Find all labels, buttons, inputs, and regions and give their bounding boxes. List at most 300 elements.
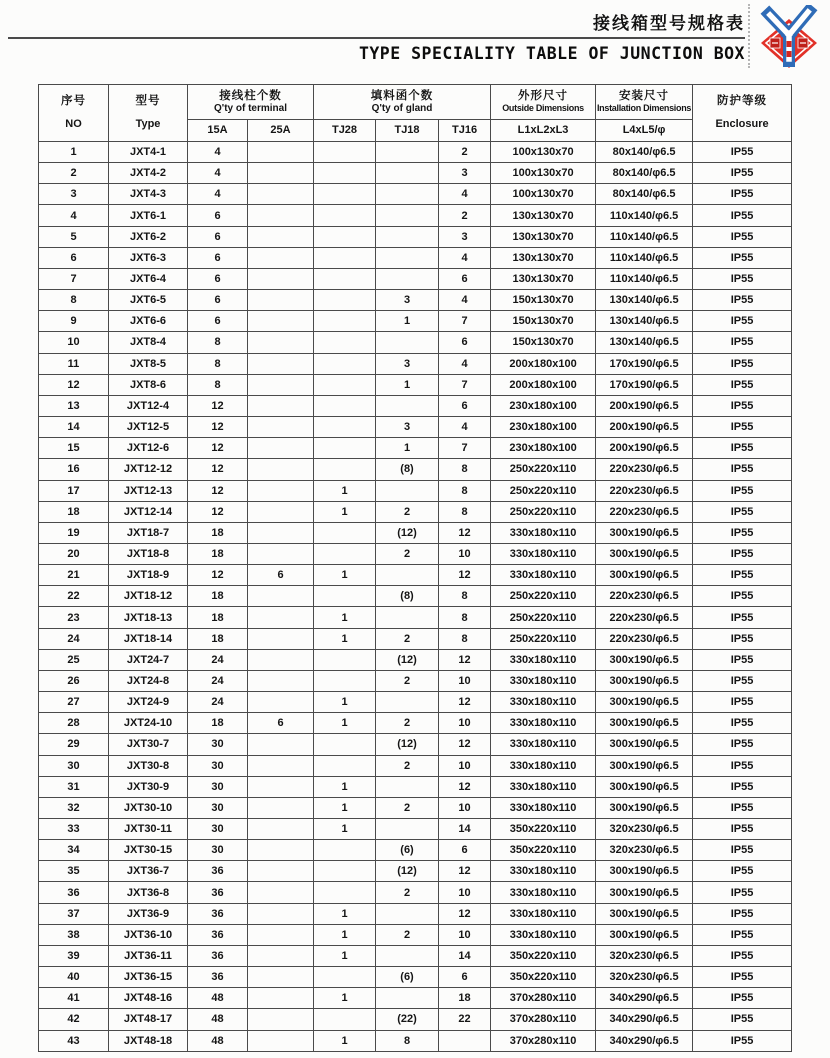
cell-outside-dimensions: 350x220x110 bbox=[491, 945, 596, 966]
cell-terminal-25a bbox=[248, 395, 314, 416]
cell-type: JXT36-15 bbox=[109, 967, 188, 988]
cell-terminal-25a bbox=[248, 1009, 314, 1030]
cell-no: 37 bbox=[39, 903, 109, 924]
table-row bbox=[39, 565, 792, 586]
cell-terminal-15a: 30 bbox=[188, 840, 248, 861]
cell-install-dimensions: 300x190/φ6.5 bbox=[596, 543, 693, 564]
cell-terminal-15a: 30 bbox=[188, 776, 248, 797]
cell-no: 15 bbox=[39, 438, 109, 459]
cell-enclosure-rating: IP55 bbox=[693, 543, 792, 564]
cell-gland-tj16: 4 bbox=[439, 184, 491, 205]
cell-enclosure-rating: IP55 bbox=[693, 586, 792, 607]
cell-terminal-25a bbox=[248, 142, 314, 163]
cell-install-dimensions: 320x230/φ6.5 bbox=[596, 840, 693, 861]
cell-gland-tj16: 8 bbox=[439, 501, 491, 522]
cell-outside-dimensions: 100x130x70 bbox=[491, 142, 596, 163]
cell-gland-tj28 bbox=[314, 882, 376, 903]
cell-outside-dimensions: 100x130x70 bbox=[491, 184, 596, 205]
cell-terminal-15a: 4 bbox=[188, 142, 248, 163]
table-row bbox=[39, 670, 792, 691]
cell-install-dimensions: 110x140/φ6.5 bbox=[596, 268, 693, 289]
table-row bbox=[39, 861, 792, 882]
cell-type: JXT48-18 bbox=[109, 1030, 188, 1051]
cell-terminal-15a: 24 bbox=[188, 649, 248, 670]
cell-gland-tj16: 4 bbox=[439, 353, 491, 374]
cell-gland-tj16: 10 bbox=[439, 755, 491, 776]
cell-no: 1 bbox=[39, 142, 109, 163]
cell-gland-tj18 bbox=[376, 903, 439, 924]
cell-gland-tj16: 10 bbox=[439, 713, 491, 734]
cell-terminal-25a bbox=[248, 290, 314, 311]
cell-enclosure-rating: IP55 bbox=[693, 501, 792, 522]
cell-gland-tj28: 1 bbox=[314, 776, 376, 797]
cell-type: JXT6-4 bbox=[109, 268, 188, 289]
cell-type: JXT6-5 bbox=[109, 290, 188, 311]
cell-type: JXT18-9 bbox=[109, 565, 188, 586]
cell-terminal-15a: 6 bbox=[188, 247, 248, 268]
table-row bbox=[39, 184, 792, 205]
cell-gland-tj18 bbox=[376, 184, 439, 205]
cell-gland-tj18 bbox=[376, 607, 439, 628]
cell-gland-tj16: 8 bbox=[439, 586, 491, 607]
brand-logo-icon bbox=[757, 5, 821, 71]
subcol-15a: 15A bbox=[188, 119, 248, 141]
cell-gland-tj16: 10 bbox=[439, 543, 491, 564]
cell-install-dimensions: 300x190/φ6.5 bbox=[596, 797, 693, 818]
table-row bbox=[39, 417, 792, 438]
cell-gland-tj28: 1 bbox=[314, 480, 376, 501]
table-row bbox=[39, 290, 792, 311]
cell-terminal-15a: 18 bbox=[188, 628, 248, 649]
col-type-zh: 型号 bbox=[135, 95, 161, 107]
cell-enclosure-rating: IP55 bbox=[693, 945, 792, 966]
table-row bbox=[39, 459, 792, 480]
cell-type: JXT24-9 bbox=[109, 692, 188, 713]
cell-enclosure-rating: IP55 bbox=[693, 417, 792, 438]
cell-gland-tj18: 1 bbox=[376, 311, 439, 332]
cell-terminal-15a: 18 bbox=[188, 607, 248, 628]
cell-no: 14 bbox=[39, 417, 109, 438]
cell-terminal-25a bbox=[248, 903, 314, 924]
cell-gland-tj28: 1 bbox=[314, 819, 376, 840]
cell-enclosure-rating: IP55 bbox=[693, 290, 792, 311]
cell-gland-tj18 bbox=[376, 142, 439, 163]
table-row bbox=[39, 353, 792, 374]
cell-gland-tj16: 8 bbox=[439, 628, 491, 649]
cell-terminal-15a: 6 bbox=[188, 311, 248, 332]
cell-outside-dimensions: 100x130x70 bbox=[491, 163, 596, 184]
table-row bbox=[39, 882, 792, 903]
cell-gland-tj28 bbox=[314, 226, 376, 247]
cell-enclosure-rating: IP55 bbox=[693, 607, 792, 628]
cell-no: 38 bbox=[39, 924, 109, 945]
gland-group-zh: 填料函个数 bbox=[370, 89, 434, 102]
cell-terminal-25a bbox=[248, 797, 314, 818]
cell-no: 24 bbox=[39, 628, 109, 649]
cell-outside-dimensions: 150x130x70 bbox=[491, 290, 596, 311]
cell-terminal-15a: 24 bbox=[188, 692, 248, 713]
enclosure-zh: 防护等级 bbox=[717, 95, 768, 107]
cell-enclosure-rating: IP55 bbox=[693, 374, 792, 395]
cell-terminal-15a: 12 bbox=[188, 480, 248, 501]
cell-gland-tj16: 2 bbox=[439, 205, 491, 226]
cell-type: JXT36-11 bbox=[109, 945, 188, 966]
cell-outside-dimensions: 130x130x70 bbox=[491, 247, 596, 268]
cell-outside-dimensions: 350x220x110 bbox=[491, 819, 596, 840]
cell-terminal-25a bbox=[248, 480, 314, 501]
cell-gland-tj16: 6 bbox=[439, 332, 491, 353]
cell-outside-dimensions: 250x220x110 bbox=[491, 628, 596, 649]
cell-enclosure-rating: IP55 bbox=[693, 226, 792, 247]
cell-gland-tj16: 12 bbox=[439, 903, 491, 924]
cell-no: 27 bbox=[39, 692, 109, 713]
cell-install-dimensions: 320x230/φ6.5 bbox=[596, 967, 693, 988]
cell-gland-tj18: 2 bbox=[376, 543, 439, 564]
table-row bbox=[39, 713, 792, 734]
cell-gland-tj18: (6) bbox=[376, 840, 439, 861]
cell-terminal-15a: 12 bbox=[188, 395, 248, 416]
cell-type: JXT30-7 bbox=[109, 734, 188, 755]
cell-outside-dimensions: 330x180x110 bbox=[491, 713, 596, 734]
cell-type: JXT36-7 bbox=[109, 861, 188, 882]
cell-outside-dimensions: 200x180x100 bbox=[491, 374, 596, 395]
cell-type: JXT18-7 bbox=[109, 522, 188, 543]
table-row bbox=[39, 607, 792, 628]
subcol-tj28: TJ28 bbox=[314, 119, 376, 141]
cell-type: JXT12-13 bbox=[109, 480, 188, 501]
cell-outside-dimensions: 370x280x110 bbox=[491, 1030, 596, 1051]
outside-dim-en: Outside Dimensions bbox=[502, 103, 584, 114]
cell-gland-tj28: 1 bbox=[314, 1030, 376, 1051]
table-row bbox=[39, 586, 792, 607]
cell-type: JXT12-6 bbox=[109, 438, 188, 459]
cell-install-dimensions: 80x140/φ6.5 bbox=[596, 142, 693, 163]
cell-terminal-15a: 48 bbox=[188, 1030, 248, 1051]
cell-gland-tj16: 10 bbox=[439, 670, 491, 691]
cell-gland-tj18: 1 bbox=[376, 374, 439, 395]
cell-gland-tj16: 18 bbox=[439, 988, 491, 1009]
cell-no: 13 bbox=[39, 395, 109, 416]
cell-enclosure-rating: IP55 bbox=[693, 713, 792, 734]
cell-gland-tj18: 3 bbox=[376, 353, 439, 374]
table-row bbox=[39, 163, 792, 184]
cell-install-dimensions: 130x140/φ6.5 bbox=[596, 290, 693, 311]
table-row bbox=[39, 142, 792, 163]
table-header bbox=[39, 85, 792, 142]
cell-gland-tj28 bbox=[314, 205, 376, 226]
cell-install-dimensions: 110x140/φ6.5 bbox=[596, 247, 693, 268]
table-row bbox=[39, 755, 792, 776]
cell-enclosure-rating: IP55 bbox=[693, 268, 792, 289]
cell-no: 41 bbox=[39, 988, 109, 1009]
table-row bbox=[39, 819, 792, 840]
table-row bbox=[39, 924, 792, 945]
cell-gland-tj28 bbox=[314, 374, 376, 395]
cell-terminal-25a bbox=[248, 268, 314, 289]
cell-type: JXT18-13 bbox=[109, 607, 188, 628]
table-row bbox=[39, 332, 792, 353]
cell-no: 7 bbox=[39, 268, 109, 289]
cell-gland-tj18 bbox=[376, 395, 439, 416]
table-row bbox=[39, 776, 792, 797]
cell-terminal-25a bbox=[248, 649, 314, 670]
cell-gland-tj16: 4 bbox=[439, 247, 491, 268]
table-row bbox=[39, 247, 792, 268]
cell-terminal-15a: 36 bbox=[188, 945, 248, 966]
cell-gland-tj16: 22 bbox=[439, 1009, 491, 1030]
page-title-chinese: 接线箱型号规格表 bbox=[593, 14, 745, 33]
cell-no: 11 bbox=[39, 353, 109, 374]
cell-gland-tj18 bbox=[376, 205, 439, 226]
cell-install-dimensions: 300x190/φ6.5 bbox=[596, 882, 693, 903]
cell-install-dimensions: 300x190/φ6.5 bbox=[596, 522, 693, 543]
cell-gland-tj18 bbox=[376, 268, 439, 289]
table-row bbox=[39, 395, 792, 416]
cell-terminal-25a bbox=[248, 670, 314, 691]
cell-outside-dimensions: 130x130x70 bbox=[491, 226, 596, 247]
cell-outside-dimensions: 330x180x110 bbox=[491, 670, 596, 691]
cell-terminal-15a: 48 bbox=[188, 1009, 248, 1030]
cell-gland-tj18: 3 bbox=[376, 417, 439, 438]
cell-no: 36 bbox=[39, 882, 109, 903]
cell-terminal-15a: 36 bbox=[188, 861, 248, 882]
cell-gland-tj16: 12 bbox=[439, 649, 491, 670]
cell-no: 33 bbox=[39, 819, 109, 840]
cell-gland-tj28 bbox=[314, 395, 376, 416]
cell-gland-tj18 bbox=[376, 247, 439, 268]
cell-gland-tj28 bbox=[314, 649, 376, 670]
table-row bbox=[39, 988, 792, 1009]
gland-group-en: Q'ty of gland bbox=[371, 102, 433, 114]
cell-terminal-25a bbox=[248, 226, 314, 247]
cell-type: JXT6-1 bbox=[109, 205, 188, 226]
subcol-tj18: TJ18 bbox=[376, 119, 439, 141]
cell-install-dimensions: 300x190/φ6.5 bbox=[596, 755, 693, 776]
cell-gland-tj16: 7 bbox=[439, 438, 491, 459]
cell-enclosure-rating: IP55 bbox=[693, 924, 792, 945]
cell-gland-tj28 bbox=[314, 840, 376, 861]
cell-terminal-15a: 18 bbox=[188, 713, 248, 734]
cell-terminal-15a: 36 bbox=[188, 903, 248, 924]
cell-type: JXT8-6 bbox=[109, 374, 188, 395]
cell-outside-dimensions: 330x180x110 bbox=[491, 755, 596, 776]
cell-type: JXT6-3 bbox=[109, 247, 188, 268]
cell-terminal-15a: 12 bbox=[188, 501, 248, 522]
cell-outside-dimensions: 150x130x70 bbox=[491, 332, 596, 353]
cell-install-dimensions: 130x140/φ6.5 bbox=[596, 332, 693, 353]
cell-gland-tj16: 2 bbox=[439, 142, 491, 163]
cell-no: 43 bbox=[39, 1030, 109, 1051]
cell-install-dimensions: 130x140/φ6.5 bbox=[596, 311, 693, 332]
cell-outside-dimensions: 250x220x110 bbox=[491, 501, 596, 522]
cell-terminal-25a bbox=[248, 1030, 314, 1051]
cell-type: JXT4-3 bbox=[109, 184, 188, 205]
cell-terminal-25a bbox=[248, 247, 314, 268]
cell-outside-dimensions: 250x220x110 bbox=[491, 586, 596, 607]
cell-gland-tj16: 6 bbox=[439, 268, 491, 289]
cell-outside-dimensions: 130x130x70 bbox=[491, 268, 596, 289]
table-row bbox=[39, 374, 792, 395]
cell-enclosure-rating: IP55 bbox=[693, 840, 792, 861]
cell-terminal-25a bbox=[248, 205, 314, 226]
cell-terminal-25a bbox=[248, 374, 314, 395]
cell-outside-dimensions: 330x180x110 bbox=[491, 543, 596, 564]
cell-install-dimensions: 320x230/φ6.5 bbox=[596, 945, 693, 966]
cell-install-dimensions: 340x290/φ6.5 bbox=[596, 1009, 693, 1030]
cell-install-dimensions: 170x190/φ6.5 bbox=[596, 374, 693, 395]
enclosure-en: Enclosure bbox=[715, 118, 769, 130]
cell-terminal-25a bbox=[248, 628, 314, 649]
cell-outside-dimensions: 200x180x100 bbox=[491, 353, 596, 374]
cell-gland-tj28: 1 bbox=[314, 903, 376, 924]
table-row bbox=[39, 522, 792, 543]
cell-type: JXT48-16 bbox=[109, 988, 188, 1009]
cell-enclosure-rating: IP55 bbox=[693, 247, 792, 268]
cell-gland-tj28 bbox=[314, 459, 376, 480]
cell-terminal-15a: 12 bbox=[188, 459, 248, 480]
cell-install-dimensions: 170x190/φ6.5 bbox=[596, 353, 693, 374]
cell-no: 2 bbox=[39, 163, 109, 184]
cell-outside-dimensions: 350x220x110 bbox=[491, 967, 596, 988]
cell-enclosure-rating: IP55 bbox=[693, 565, 792, 586]
cell-type: JXT36-8 bbox=[109, 882, 188, 903]
cell-no: 8 bbox=[39, 290, 109, 311]
cell-install-dimensions: 220x230/φ6.5 bbox=[596, 607, 693, 628]
cell-terminal-15a: 36 bbox=[188, 967, 248, 988]
cell-install-dimensions: 220x230/φ6.5 bbox=[596, 501, 693, 522]
cell-install-dimensions: 300x190/φ6.5 bbox=[596, 903, 693, 924]
cell-terminal-15a: 30 bbox=[188, 734, 248, 755]
cell-no: 17 bbox=[39, 480, 109, 501]
cell-install-dimensions: 220x230/φ6.5 bbox=[596, 628, 693, 649]
cell-enclosure-rating: IP55 bbox=[693, 1009, 792, 1030]
cell-terminal-15a: 24 bbox=[188, 670, 248, 691]
cell-install-dimensions: 300x190/φ6.5 bbox=[596, 692, 693, 713]
cell-terminal-25a: 6 bbox=[248, 713, 314, 734]
cell-gland-tj28: 1 bbox=[314, 501, 376, 522]
cell-terminal-25a bbox=[248, 607, 314, 628]
terminal-group-zh: 接线柱个数 bbox=[219, 89, 282, 102]
cell-type: JXT24-7 bbox=[109, 649, 188, 670]
cell-enclosure-rating: IP55 bbox=[693, 522, 792, 543]
cell-no: 29 bbox=[39, 734, 109, 755]
cell-gland-tj18 bbox=[376, 480, 439, 501]
cell-terminal-25a bbox=[248, 184, 314, 205]
table-row bbox=[39, 692, 792, 713]
cell-outside-dimensions: 330x180x110 bbox=[491, 734, 596, 755]
cell-gland-tj18: 1 bbox=[376, 438, 439, 459]
cell-gland-tj28: 1 bbox=[314, 692, 376, 713]
table-row bbox=[39, 268, 792, 289]
cell-terminal-25a bbox=[248, 438, 314, 459]
cell-no: 12 bbox=[39, 374, 109, 395]
cell-no: 16 bbox=[39, 459, 109, 480]
cell-no: 42 bbox=[39, 1009, 109, 1030]
table-row bbox=[39, 480, 792, 501]
terminal-group-en: Q'ty of terminal bbox=[214, 102, 287, 114]
cell-gland-tj16: 7 bbox=[439, 311, 491, 332]
cell-type: JXT36-9 bbox=[109, 903, 188, 924]
cell-outside-dimensions: 250x220x110 bbox=[491, 459, 596, 480]
cell-gland-tj16 bbox=[439, 1030, 491, 1051]
cell-enclosure-rating: IP55 bbox=[693, 967, 792, 988]
cell-type: JXT4-1 bbox=[109, 142, 188, 163]
cell-gland-tj16: 12 bbox=[439, 522, 491, 543]
cell-type: JXT12-14 bbox=[109, 501, 188, 522]
cell-gland-tj16: 12 bbox=[439, 565, 491, 586]
cell-gland-tj28 bbox=[314, 670, 376, 691]
cell-gland-tj16: 10 bbox=[439, 882, 491, 903]
cell-gland-tj18: (12) bbox=[376, 649, 439, 670]
cell-gland-tj16: 12 bbox=[439, 692, 491, 713]
cell-no: 39 bbox=[39, 945, 109, 966]
cell-enclosure-rating: IP55 bbox=[693, 776, 792, 797]
subcol-outside-formula: L1xL2xL3 bbox=[491, 119, 596, 141]
cell-terminal-15a: 8 bbox=[188, 332, 248, 353]
cell-terminal-25a bbox=[248, 734, 314, 755]
cell-gland-tj28: 1 bbox=[314, 713, 376, 734]
cell-terminal-25a bbox=[248, 459, 314, 480]
cell-no: 18 bbox=[39, 501, 109, 522]
cell-type: JXT12-12 bbox=[109, 459, 188, 480]
cell-outside-dimensions: 230x180x100 bbox=[491, 417, 596, 438]
cell-type: JXT4-2 bbox=[109, 163, 188, 184]
cell-outside-dimensions: 130x130x70 bbox=[491, 205, 596, 226]
table-row bbox=[39, 226, 792, 247]
cell-type: JXT30-10 bbox=[109, 797, 188, 818]
cell-install-dimensions: 80x140/φ6.5 bbox=[596, 163, 693, 184]
cell-enclosure-rating: IP55 bbox=[693, 438, 792, 459]
cell-type: JXT8-5 bbox=[109, 353, 188, 374]
cell-outside-dimensions: 330x180x110 bbox=[491, 649, 596, 670]
cell-terminal-15a: 18 bbox=[188, 586, 248, 607]
cell-install-dimensions: 340x290/φ6.5 bbox=[596, 988, 693, 1009]
cell-gland-tj28 bbox=[314, 247, 376, 268]
cell-gland-tj18 bbox=[376, 945, 439, 966]
cell-enclosure-rating: IP55 bbox=[693, 480, 792, 501]
cell-enclosure-rating: IP55 bbox=[693, 459, 792, 480]
cell-enclosure-rating: IP55 bbox=[693, 819, 792, 840]
install-dim-en: Installation Dimensions bbox=[596, 103, 692, 114]
cell-gland-tj16: 12 bbox=[439, 861, 491, 882]
table-row bbox=[39, 628, 792, 649]
cell-enclosure-rating: IP55 bbox=[693, 395, 792, 416]
cell-terminal-25a bbox=[248, 522, 314, 543]
cell-no: 22 bbox=[39, 586, 109, 607]
cell-terminal-25a bbox=[248, 924, 314, 945]
cell-enclosure-rating: IP55 bbox=[693, 988, 792, 1009]
col-header-no bbox=[39, 85, 109, 142]
cell-install-dimensions: 300x190/φ6.5 bbox=[596, 734, 693, 755]
cell-gland-tj16: 14 bbox=[439, 945, 491, 966]
subcol-25a: 25A bbox=[248, 119, 314, 141]
cell-gland-tj28 bbox=[314, 353, 376, 374]
masthead-divider bbox=[8, 37, 745, 39]
cell-gland-tj28: 1 bbox=[314, 628, 376, 649]
cell-terminal-15a: 48 bbox=[188, 988, 248, 1009]
cell-gland-tj28: 1 bbox=[314, 797, 376, 818]
cell-gland-tj16: 6 bbox=[439, 395, 491, 416]
cell-install-dimensions: 200x190/φ6.5 bbox=[596, 395, 693, 416]
cell-gland-tj16: 3 bbox=[439, 163, 491, 184]
cell-gland-tj16: 8 bbox=[439, 480, 491, 501]
cell-type: JXT18-8 bbox=[109, 543, 188, 564]
cell-terminal-25a bbox=[248, 861, 314, 882]
cell-gland-tj28: 1 bbox=[314, 607, 376, 628]
cell-gland-tj18: (8) bbox=[376, 459, 439, 480]
cell-terminal-25a bbox=[248, 311, 314, 332]
col-header-type bbox=[109, 85, 188, 142]
